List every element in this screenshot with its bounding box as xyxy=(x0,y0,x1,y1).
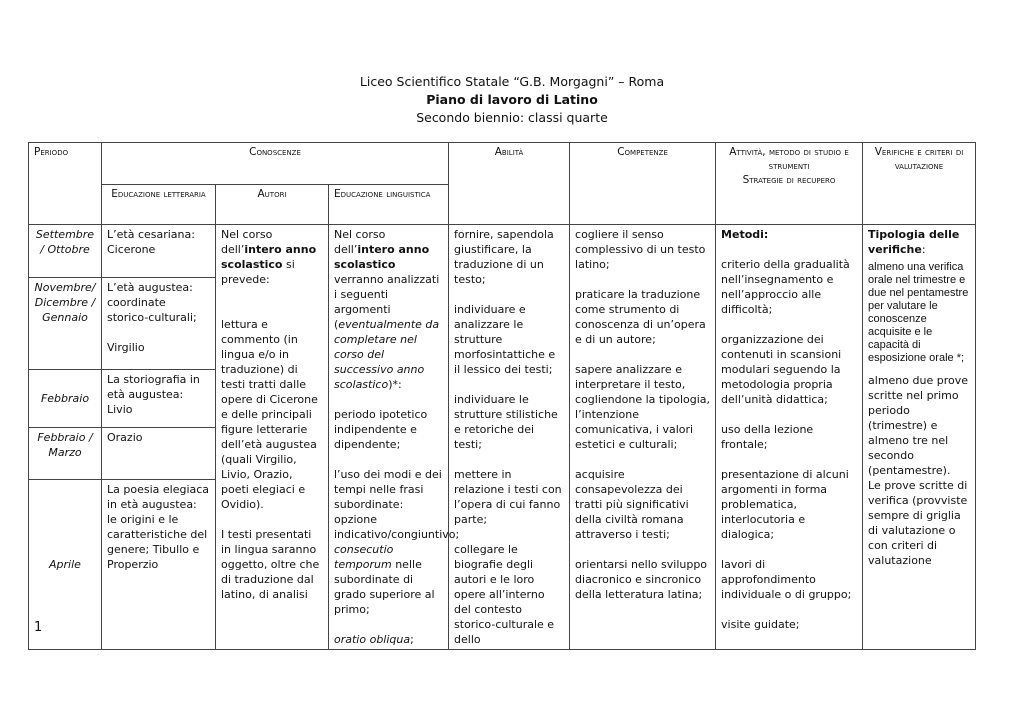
attivita-cell xyxy=(716,225,863,650)
plan-title: Piano di lavoro di Latino xyxy=(426,92,598,107)
linguistica-cell xyxy=(329,225,460,650)
linguistica-paragraph xyxy=(334,467,460,617)
autori-paragraph: I testi presentati in lingua saranno oggetto, oltre che di traduzione dal latino, di analisi xyxy=(221,528,320,601)
abilita-item: collegare le biografie degli autori e le loro opere all’interno del contesto storico-culturale e dello xyxy=(454,543,555,646)
autori-text: Nel corso dell’ xyxy=(221,228,273,256)
letteraria-cell: La storiografia in età augustea: Livio xyxy=(102,370,216,428)
letteraria-cell: L’età cesariana: Cicerone xyxy=(102,225,216,278)
letteraria-text: L’età augustea: coordinate storico-culturali; xyxy=(107,280,197,324)
autori-bold: intero anno scolastico xyxy=(221,243,317,271)
linguistica-paragraph: periodo ipotetico indipendente e dipendente; xyxy=(334,408,428,451)
verifiche-paragraph: almeno due prove scritte nel primo periodo (trimestre) e almeno tre nel secondo (pentamestre). xyxy=(868,374,968,477)
linguistica-italic: oratio obliqua xyxy=(334,633,411,646)
col-header-conoscenze: Conoscenze xyxy=(102,143,449,185)
linguistica-text: l’uso dei modi e dei tempi nelle frasi subordinate: opzione indicativo/congiuntivo; xyxy=(334,468,460,541)
linguistica-text: )*: xyxy=(388,378,402,391)
verifiche-title xyxy=(868,227,970,257)
col-header-educazione-letteraria: Educazione letteraria xyxy=(102,185,216,225)
linguistica-text: ; xyxy=(410,633,414,646)
document-header xyxy=(0,73,1024,127)
autori-cell xyxy=(216,225,329,650)
letteraria-text: Virgilio xyxy=(107,340,145,354)
table-row xyxy=(29,225,976,278)
period-cell: Febbraio xyxy=(29,370,102,428)
col-header-periodo: Periodo xyxy=(29,143,102,225)
abilita-item: individuare e analizzare le strutture morfosintattiche e il lessico dei testi; xyxy=(454,303,556,376)
attivita-item: presentazione di alcuni argomenti in forma problematica, interlocutoria e dialogica; xyxy=(721,468,849,541)
verifiche-paragraph: Le prove scritte di verifica (provviste sempre di griglia di valutazione o con criteri di valutazione xyxy=(868,479,968,567)
verifiche-paragraph: almeno una verifica orale nel trimestre e due nel pentamestre per valutare le conoscenze acquisite e le capacità di esposizione orale *; xyxy=(868,261,969,364)
linguistica-text: Nel corso dell’ xyxy=(334,228,386,256)
page-number: 1 xyxy=(34,620,43,635)
competenze-cell xyxy=(570,225,716,650)
attivita-item: visite guidate; xyxy=(721,618,800,631)
attivita-item: uso della lezione frontale; xyxy=(721,423,814,451)
col-header-attivita xyxy=(716,143,863,225)
abilita-item: individuare le strutture stilistiche e retoriche dei testi; xyxy=(454,393,558,451)
verifiche-title-text: Tipologia delle verifiche xyxy=(868,228,960,256)
linguistica-bold: intero anno scolastico xyxy=(334,243,430,271)
school-name: Liceo Scientifico Statale “G.B. Morgagni” – Roma xyxy=(359,74,665,89)
attivita-item: criterio della gradualità nell’insegnamento e nell’approccio alle difficoltà; xyxy=(721,258,850,316)
col-header-competenze: Competenze xyxy=(570,143,716,225)
linguistica-text: verranno analizzati i seguenti argomenti ( xyxy=(334,273,440,331)
col-header-verifiche: Verifiche e criteri di valutazione xyxy=(863,143,976,225)
period-cell: Novembre/ Dicembre / Gennaio xyxy=(29,277,102,369)
period-cell: Settembre / Ottobre xyxy=(29,225,102,278)
attivita-label: Attività, metodo di studio e strumenti xyxy=(729,146,849,172)
strategie-label: Strategie di recupero xyxy=(742,174,836,186)
letteraria-cell: La poesia elegiaca in età augustea: le origini e le caratteristiche del genere; Tibullo e Properzio xyxy=(102,479,216,649)
autori-paragraph: lettura e commento (in lingua e/o in traduzione) di testi tratti dalle opere di Cicerone e delle principali figure letterarie dell’età augustea (quali Virgilio, Livio, Orazio, poeti elegiaci e Ovidio). xyxy=(221,318,318,511)
abilita-cell xyxy=(449,225,570,650)
autori-text: si prevede: xyxy=(221,258,295,286)
work-plan-table xyxy=(28,142,976,650)
competenze-item: cogliere il senso complessivo di un testo latino; xyxy=(575,228,706,271)
col-header-autori: Autori xyxy=(216,185,329,225)
attivita-item: lavori di approfondimento individuale o di gruppo; xyxy=(721,558,852,601)
competenze-item: sapere analizzare e interpretare il testo, cogliendone la tipologia, l’intenzione comunicativa, i valori estetici e culturali; xyxy=(575,363,711,451)
letteraria-cell: Orazio xyxy=(102,427,216,479)
table-header-row xyxy=(29,143,976,185)
abilita-item: fornire, sapendola giustificare, la traduzione di un testo; xyxy=(454,228,554,286)
period-cell: Febbraio / Marzo xyxy=(29,427,102,479)
col-header-abilita: Abilità xyxy=(449,143,570,225)
competenze-item: orientarsi nello sviluppo diacronico e sincronico della letteratura latina; xyxy=(575,558,708,601)
competenze-item: acquisire consapevolezza dei tratti più significativi della civiltà romana attraverso i testi; xyxy=(575,468,689,541)
attivita-title: Metodi: xyxy=(721,228,769,241)
attivita-item: organizzazione dei contenuti in scansioni modulari seguendo la metodologia propria dell’unità didattica; xyxy=(721,333,842,406)
col-header-educazione-linguistica: Educazione linguistica xyxy=(329,185,449,225)
linguistica-italic: consecutio temporum xyxy=(334,543,394,571)
linguistica-paragraph xyxy=(334,632,443,647)
plan-subtitle: Secondo biennio: classi quarte xyxy=(416,110,608,125)
abilita-item: mettere in relazione i testi con l’opera di cui fanno parte; xyxy=(454,468,562,526)
verifiche-title-suffix: : xyxy=(921,243,926,256)
linguistica-italic: eventualmente da completare nel corso del successivo anno scolastico xyxy=(334,318,440,391)
linguistica-text: nelle subordinate di grado superiore al primo; xyxy=(334,558,435,616)
period-cell: Aprile xyxy=(29,479,102,649)
competenze-item: praticare la traduzione come strumento di conoscenza di un’opera e di un autore; xyxy=(575,288,706,346)
verifiche-cell xyxy=(863,225,976,650)
letteraria-cell xyxy=(102,277,216,369)
